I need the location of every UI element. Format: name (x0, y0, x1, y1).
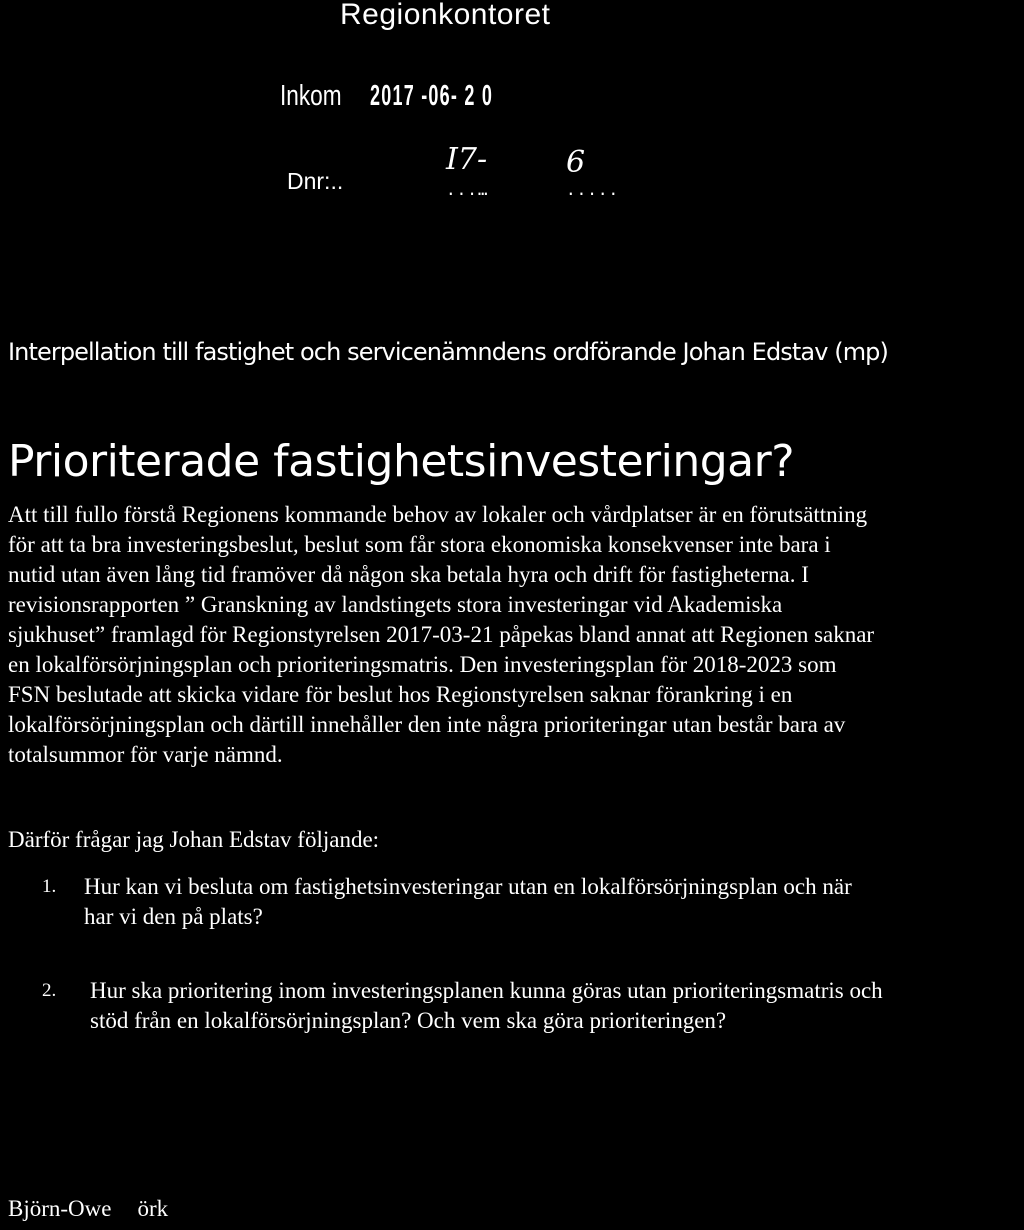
stamp-dnr-label: Dnr:.. (287, 168, 344, 194)
stamp-received-date: 2017 -06- 2 0 (370, 80, 494, 112)
question-text (84, 872, 852, 932)
body-line: sjukhuset” framlagd för Regionstyrelsen 2017-03-21 påpekas bland annat att Regionen saknar (8, 622, 875, 647)
question-line: stöd från en lokalförsörjningsplan? Och vem ska göra prioriteringen? (90, 1008, 727, 1033)
body-line: en lokalförsörjningsplan och prioriteringsmatris. Den investeringsplan för 2018-2023 som (8, 652, 837, 677)
body-line: FSN beslutade att skicka vidare för beslut hos Regionstyrelsen saknar förankring i en (8, 682, 793, 707)
question-number: 2. (42, 980, 57, 1001)
stamp-office-name: Regionkontoret (340, 0, 551, 31)
question-line: har vi den på plats? (84, 904, 263, 929)
stamp-dnr-handwritten-prefix: I7- (446, 142, 488, 177)
body-line: totalsummor för varje nämnd. (8, 742, 283, 767)
stamp-received-label: Inkom (280, 80, 342, 112)
body-line: för att ta bra investeringsbeslut, beslut som får stora ekonomiska konsekvenser inte bara i (8, 532, 831, 557)
body-line: nutid utan även lång tid framöver då någon ska betala hyra och drift för fastigheterna. I (8, 562, 809, 587)
question-text (90, 976, 883, 1036)
stamp-dnr-dotted-line-left: ...… (446, 180, 489, 199)
stamp-dnr-dotted-line-right: ..... (566, 180, 620, 199)
body-line: Att till fullo förstå Regionens kommande behov av lokaler och vårdplatser är en förutsättning (8, 502, 868, 527)
body-line: revisionsrapporten ” Granskning av landstingets stora investeringar vid Akademiska (8, 592, 783, 617)
signature-first-name: Björn-Owe (8, 1196, 112, 1221)
signature (8, 1196, 168, 1222)
document-title: Prioriterade fastighetsinvesteringar? (8, 436, 795, 487)
question-line: Hur ska prioritering inom investeringsplanen kunna göras utan prioriteringsmatris och (90, 978, 883, 1003)
interpellation-line: Interpellation till fastighet och servicenämndens ordförande Johan Edstav (mp) (8, 338, 888, 366)
question-line: Hur kan vi besluta om fastighetsinvesteringar utan en lokalförsörjningsplan och när (84, 874, 852, 899)
signature-last-name: örk (137, 1196, 169, 1221)
body-paragraph (8, 500, 1024, 770)
question-intro: Därför frågar jag Johan Edstav följande: (8, 827, 380, 852)
body-line: lokalförsörjningsplan och därtill innehåller den inte några prioriteringar utan består bara av (8, 712, 846, 737)
question-number: 1. (42, 876, 57, 897)
stamp-dnr-handwritten-number: 6 (566, 145, 586, 180)
